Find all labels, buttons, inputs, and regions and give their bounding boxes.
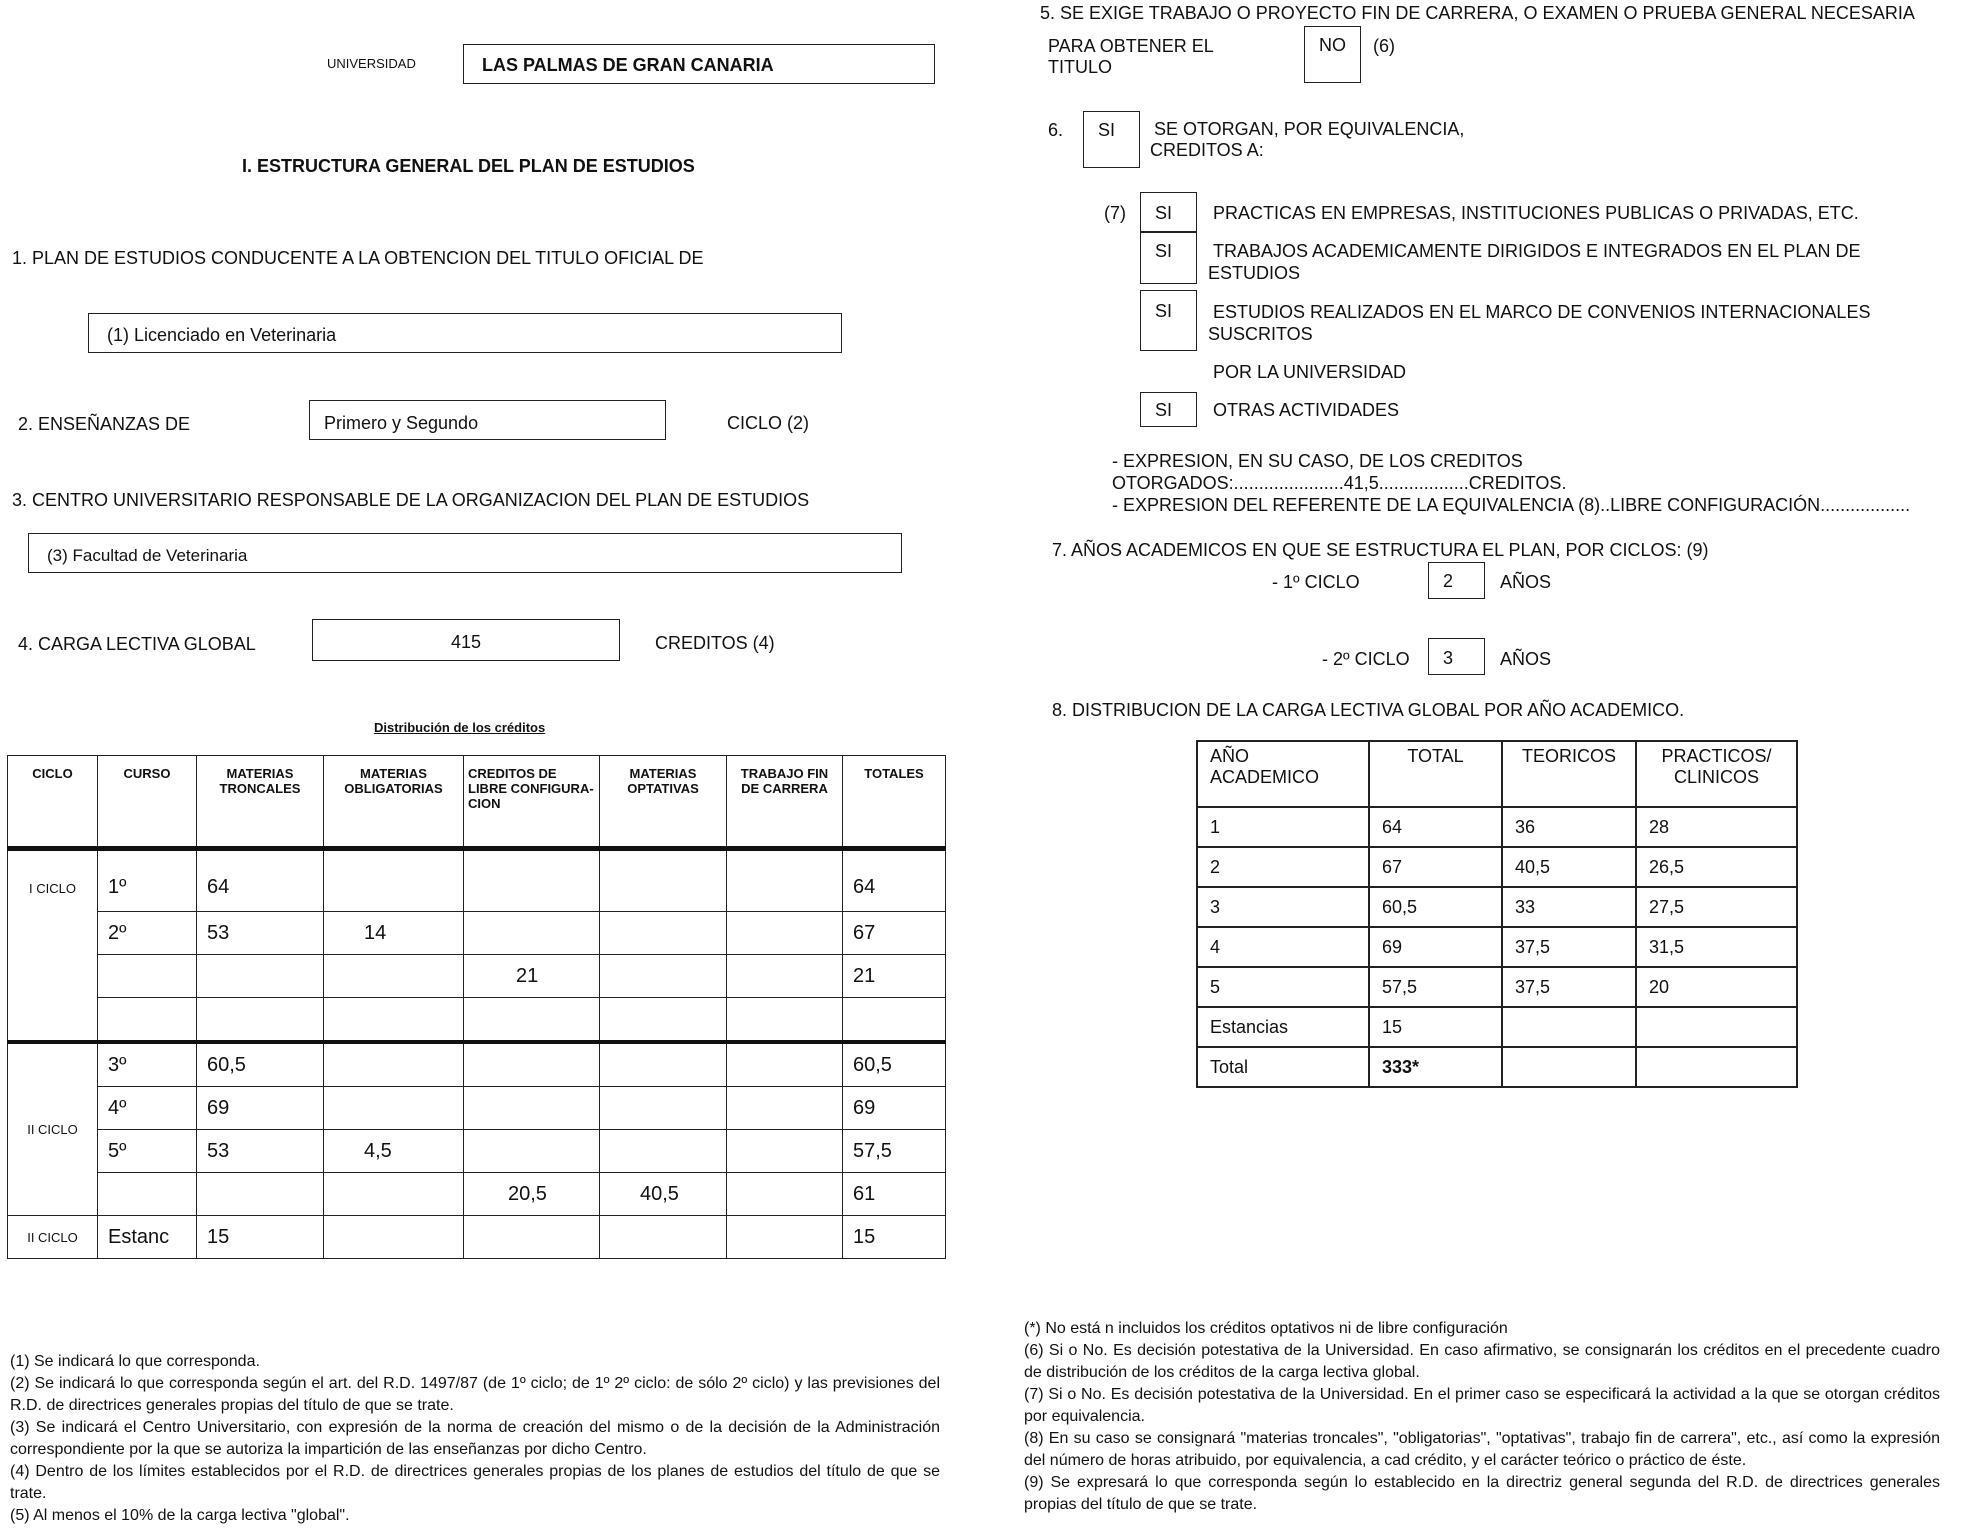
otras-value: SI [1155, 400, 1173, 420]
footnote: (9) Se expresará lo que corresponda según lo establecido en la directriz general segunda del R.D. de directrices generales propias del título de que se trate. [1024, 1474, 1940, 1513]
table-header-row [1197, 741, 1797, 807]
q2-value: Primero y Segundo [324, 413, 479, 433]
table-cell: 57,5 [1369, 967, 1502, 1007]
table-cell: 15 [843, 1216, 946, 1259]
q5-line3: TITULO [1048, 57, 1113, 77]
table-cell: 53 [197, 1130, 324, 1173]
table-cell [600, 998, 727, 1043]
q1-value: (1) Licenciado en Veterinaria [107, 325, 337, 345]
table-row [8, 955, 946, 998]
q4-label: 4. CARGA LECTIVA GLOBAL [18, 634, 256, 654]
column-header: TEORICOS [1502, 741, 1636, 807]
q5-line2: PARA OBTENER EL [1048, 36, 1214, 56]
table-cell [1636, 1007, 1797, 1047]
universidad-value: LAS PALMAS DE GRAN CANARIA [482, 55, 774, 75]
q7-c2-unit: AÑOS [1500, 649, 1552, 669]
table-cell: 4 [1197, 927, 1369, 967]
q6-value: SI [1098, 120, 1116, 140]
table-cell [464, 1130, 600, 1173]
table-cell [464, 912, 600, 955]
table-row [8, 912, 946, 955]
q7-c2-label: - 2º CICLO [1322, 649, 1410, 669]
expr1-line2: OTORGADOS:......................41,5..................CREDITOS. [1112, 473, 1567, 493]
table-cell: 40,5 [1502, 847, 1636, 887]
table-cell: 57,5 [843, 1130, 946, 1173]
item-box [1140, 290, 1197, 351]
column-header: PRACTICOS/ CLINICOS [1636, 741, 1797, 807]
cycle-cell: II CICLO [8, 1042, 98, 1216]
q3-value: (3) Facultad de Veterinaria [47, 546, 248, 565]
q7-c2-box [1428, 638, 1485, 675]
q5-label: 5. SE EXIGE TRABAJO O PROYECTO FIN DE CARRERA, O EXAMEN O PRUEBA GENERAL NECESARIA [1040, 3, 1915, 23]
table-cell: 333* [1369, 1047, 1502, 1087]
item-value: SI [1155, 301, 1173, 321]
q8-label: 8. DISTRIBUCION DE LA CARGA LECTIVA GLOBAL POR AÑO ACADEMICO. [1052, 700, 1685, 720]
por-la-universidad: POR LA UNIVERSIDAD [1213, 362, 1407, 382]
footnote: (1) Se indicará lo que corresponda. [10, 1353, 260, 1370]
column-header: CICLO [8, 756, 98, 849]
table-cell: 5 [1197, 967, 1369, 1007]
column-header: TOTALES [843, 756, 946, 849]
q4-suffix: CREDITOS (4) [655, 633, 775, 653]
table-cell: 64 [843, 849, 946, 912]
q2-label: 2. ENSEÑANZAS DE [18, 414, 191, 434]
q5-note: (6) [1373, 36, 1395, 56]
table-row [8, 998, 946, 1043]
footnote: (2) Se indicará lo que corresponda según el art. del R.D. 1497/87 (de 1º ciclo; de 1º 2º ciclo: de sólo 2º ciclo) y las previsiones del R.D. de directrices generales propias del título de que se trate. [10, 1375, 940, 1414]
table-cell: 20,5 [464, 1173, 600, 1216]
table-cell [324, 849, 464, 912]
footnote: (8) En su caso se consignará "materias troncales", "obligatorias", "optativas", trabajo fin de carrera", etc., así como la expresión del número de horas atribuido, por equivalencia, a cad crédito, y el carácter teórico o práctico de éste. [1024, 1430, 1940, 1469]
item-label: PRACTICAS EN EMPRESAS, INSTITUCIONES PUBLICAS O PRIVADAS, ETC. [1213, 203, 1859, 223]
cycle-cell: I CICLO [8, 849, 98, 1043]
table-cell [727, 849, 843, 912]
table-cell [727, 1042, 843, 1087]
table-cell: 3 [1197, 887, 1369, 927]
dist-table-caption: Distribución de los créditos [374, 720, 546, 735]
table-cell [464, 849, 600, 912]
item-label: ESTUDIOS REALIZADOS EN EL MARCO DE CONVENIOS INTERNACIONALES [1213, 302, 1871, 322]
table-cell [727, 912, 843, 955]
column-header: TRABAJO FIN DE CARRERA [727, 756, 843, 849]
footnote: (7) Si o No. Es decisión potestativa de la Universidad. En el primer caso se especificará la actividad a la que se otorgan créditos por equivalencia. [1024, 1386, 1940, 1425]
table-cell: 69 [843, 1087, 946, 1130]
q2-field [309, 400, 666, 440]
q7-c1-value: 2 [1443, 571, 1454, 591]
footnote: (4) Dentro de los límites establecidos por el R.D. de directrices generales propias de los planes de estudios del título de que se trate. [10, 1463, 940, 1502]
table-cell [600, 1087, 727, 1130]
table-cell [600, 912, 727, 955]
table-cell: 40,5 [600, 1173, 727, 1216]
item-box [1140, 192, 1197, 232]
table-row [8, 1087, 946, 1130]
table-row [8, 1042, 946, 1087]
table-row [1197, 967, 1797, 1007]
q7-label: 7. AÑOS ACADEMICOS EN QUE SE ESTRUCTURA EL PLAN, POR CICLOS: (9) [1052, 540, 1709, 560]
table-cell [197, 955, 324, 998]
table-cell: 14 [324, 912, 464, 955]
column-header: AÑO ACADEMICO [1197, 741, 1369, 807]
otras-box [1140, 392, 1197, 427]
q5-box [1304, 26, 1361, 83]
table-cell: 33 [1502, 887, 1636, 927]
q6-note: (7) [1104, 203, 1126, 223]
table-cell: 60,5 [197, 1042, 324, 1087]
table-cell [600, 849, 727, 912]
q7-c1-unit: AÑOS [1500, 572, 1552, 592]
item-box [1140, 232, 1197, 284]
table-cell [197, 1173, 324, 1216]
footnote: (*) No está n incluidos los créditos optativos ni de libre configuración [1024, 1320, 1508, 1337]
q1-label: 1. PLAN DE ESTUDIOS CONDUCENTE A LA OBTENCION DEL TITULO OFICIAL DE [12, 248, 704, 268]
table-cell: 31,5 [1636, 927, 1797, 967]
q5-value: NO [1319, 35, 1346, 55]
table-cell: 53 [197, 912, 324, 955]
table-cell: 15 [197, 1216, 324, 1259]
table-cell [1502, 1007, 1636, 1047]
table-row [8, 1130, 946, 1173]
table-cell: Estanc [98, 1216, 197, 1259]
section-title: I. ESTRUCTURA GENERAL DEL PLAN DE ESTUDIOS [242, 156, 695, 176]
expr1-line1: - EXPRESION, EN SU CASO, DE LOS CREDITOS [1112, 451, 1523, 471]
table-cell [600, 1042, 727, 1087]
q6-number: 6. [1048, 120, 1064, 140]
table-cell: 2 [1197, 847, 1369, 887]
footnote: (3) Se indicará el Centro Universitario, con expresión de la norma de creación del mismo o de la decisión de la Administración correspondiente por la que se autoriza la impartición de las enseñanzas por dicho Centro. [10, 1419, 940, 1458]
table-row [1197, 847, 1797, 887]
table-cell [98, 955, 197, 998]
table-cell: 21 [843, 955, 946, 998]
footnote: (6) Si o No. Es decisión potestativa de la Universidad. En caso afirmativo, se consignarán los créditos en el precedente cuadro de distribución de los créditos de la carga lectiva global. [1024, 1342, 1940, 1381]
table-cell [464, 998, 600, 1043]
table-header-row [8, 756, 946, 849]
item-label: TRABAJOS ACADEMICAMENTE DIRIGIDOS E INTEGRADOS EN EL PLAN DE [1213, 241, 1861, 261]
item-value: SI [1155, 203, 1173, 223]
table-cell [98, 1173, 197, 1216]
universidad-label: UNIVERSIDAD [327, 56, 416, 71]
q1-field [88, 313, 842, 353]
table-row [1197, 1007, 1797, 1047]
credit-distribution-table [7, 755, 946, 1259]
table-cell [197, 998, 324, 1043]
table-cell: Total [1197, 1047, 1369, 1087]
table-cell [600, 1130, 727, 1173]
table-cell: 15 [1369, 1007, 1502, 1047]
table-cell [727, 1173, 843, 1216]
footnotes-right [1024, 1318, 1940, 1516]
table-cell: 4,5 [324, 1130, 464, 1173]
year-distribution-table [1196, 740, 1798, 1088]
q7-c2-value: 3 [1443, 648, 1454, 668]
table-cell [464, 1042, 600, 1087]
table-cell: 27,5 [1636, 887, 1797, 927]
table-cell: 3º [98, 1042, 197, 1087]
universidad-field [463, 44, 935, 84]
q4-field [312, 619, 620, 661]
table-cell [600, 1216, 727, 1259]
table-cell: 37,5 [1502, 967, 1636, 1007]
table-cell: 67 [843, 912, 946, 955]
table-cell: 1º [98, 849, 197, 912]
table-row [8, 849, 946, 912]
expr2: - EXPRESION DEL REFERENTE DE LA EQUIVALENCIA (8)..LIBRE CONFIGURACIÓN.................. [1112, 495, 1911, 515]
table-cell [324, 1173, 464, 1216]
table-cell [727, 998, 843, 1043]
table-cell [727, 1216, 843, 1259]
q7-c1-label: - 1º CICLO [1272, 572, 1360, 592]
table-cell [464, 1087, 600, 1130]
table-cell [843, 998, 946, 1043]
table-row [8, 1216, 946, 1259]
column-header: TOTAL [1369, 741, 1502, 807]
table-cell: 1 [1197, 807, 1369, 847]
q6-line1: SE OTORGAN, POR EQUIVALENCIA, [1154, 119, 1465, 139]
q4-value: 415 [450, 632, 482, 652]
q6-line2: CREDITOS A: [1150, 140, 1264, 160]
table-cell [324, 998, 464, 1043]
table-row [1197, 1047, 1797, 1087]
table-cell: Estancias [1197, 1007, 1369, 1047]
table-cell [727, 1130, 843, 1173]
footnote: (5) Al menos el 10% de la carga lectiva "global". [10, 1507, 350, 1524]
table-cell [464, 1216, 600, 1259]
table-cell [600, 955, 727, 998]
footnotes-left [10, 1351, 940, 1527]
table-cell [324, 1216, 464, 1259]
table-cell: 69 [197, 1087, 324, 1130]
q3-field [28, 533, 902, 573]
table-row [1197, 807, 1797, 847]
otras-label: OTRAS ACTIVIDADES [1213, 400, 1400, 420]
table-cell [727, 955, 843, 998]
table-cell [727, 1087, 843, 1130]
table-cell: 60,5 [843, 1042, 946, 1087]
item-label-line2: SUSCRITOS [1208, 324, 1313, 344]
q2-suffix: CICLO (2) [727, 413, 810, 433]
table-row [1197, 927, 1797, 967]
table-row [8, 1173, 946, 1216]
table-cell: 69 [1369, 927, 1502, 967]
table-cell: 60,5 [1369, 887, 1502, 927]
table-cell: 2º [98, 912, 197, 955]
table-cell [98, 998, 197, 1043]
table-cell: 26,5 [1636, 847, 1797, 887]
table-cell: 20 [1636, 967, 1797, 1007]
table-cell: 21 [464, 955, 600, 998]
table-cell: 61 [843, 1173, 946, 1216]
item-label-line2: ESTUDIOS [1208, 263, 1301, 283]
column-header: CREDITOS DE LIBRE CONFIGURA- CION [464, 756, 600, 849]
table-cell: 5º [98, 1130, 197, 1173]
table-cell: 67 [1369, 847, 1502, 887]
column-header: CURSO [98, 756, 197, 849]
item-value: SI [1155, 241, 1173, 261]
table-cell: 64 [197, 849, 324, 912]
table-cell: 28 [1636, 807, 1797, 847]
column-header: MATERIAS OBLIGATORIAS [324, 756, 464, 849]
column-header: MATERIAS OPTATIVAS [600, 756, 727, 849]
q7-c1-box [1428, 562, 1485, 599]
column-header: MATERIAS TRONCALES [197, 756, 324, 849]
table-cell: 64 [1369, 807, 1502, 847]
q3-label: 3. CENTRO UNIVERSITARIO RESPONSABLE DE LA ORGANIZACION DEL PLAN DE ESTUDIOS [12, 490, 810, 510]
table-cell [324, 1087, 464, 1130]
table-cell [324, 1042, 464, 1087]
table-cell: 4º [98, 1087, 197, 1130]
table-cell [324, 955, 464, 998]
q6-box [1083, 111, 1140, 168]
cycle-cell: II CICLO [8, 1216, 98, 1259]
table-cell: 37,5 [1502, 927, 1636, 967]
table-row [1197, 887, 1797, 927]
table-cell [1502, 1047, 1636, 1087]
table-cell [1636, 1047, 1797, 1087]
table-cell: 36 [1502, 807, 1636, 847]
